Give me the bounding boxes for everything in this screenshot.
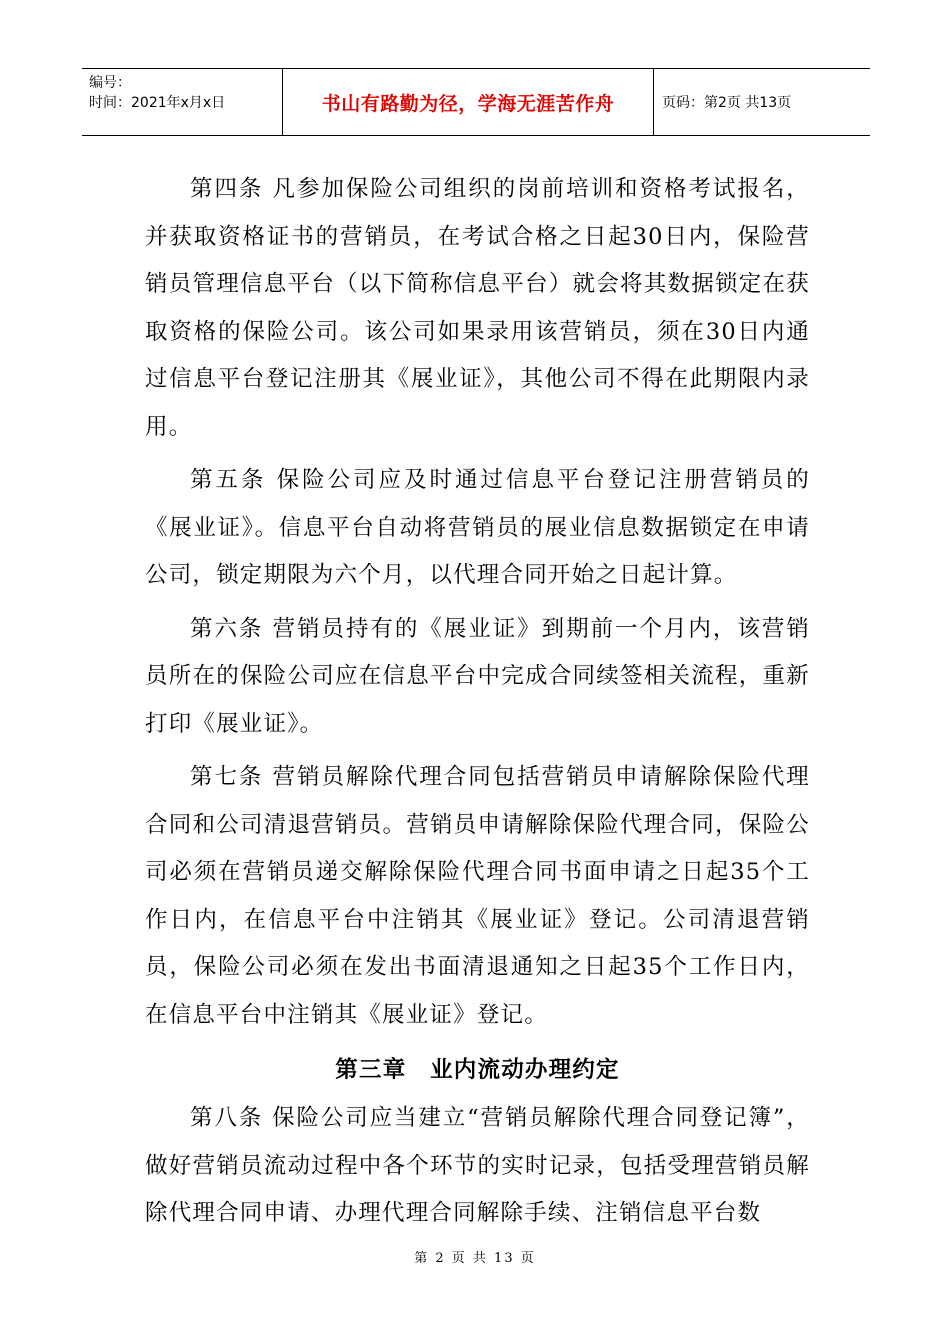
- page-footer: 第 2 页 共 13 页: [414, 1251, 536, 1266]
- article-5: 第五条 保险公司应及时通过信息平台登记注册营销员的《展业证》。信息平台自动将营销员的展业信息数据锁定在申请公司，锁定期限为六个月，以代理合同开始之日起计算。: [145, 467, 810, 588]
- article-7: 第七条 营销员解除代理合同包括营销员申请解除保险代理合同和公司清退营销员。营销员申请解除保险代理合同，保险公司必须在营销员递交解除保险代理合同书面申请之日起35个工作日内，在信息平台中注销其《展业证》登记。公司清退营销员，保险公司必须在发出书面清退通知之日起35个工作日内，在信息平台中注销其《展业证》登记。: [145, 764, 810, 1028]
- header-page-info: 页码：第2页 共13页: [662, 95, 792, 111]
- header-motto-cell: [282, 69, 654, 135]
- header-meta: [82, 69, 282, 135]
- header-page-cell: [654, 69, 870, 135]
- document-body: [145, 166, 810, 1244]
- chapter-3-heading: 第三章 业内流动办理约定: [335, 1057, 620, 1083]
- article-4: 第四条 凡参加保险公司组织的岗前培训和资格考试报名，并获取资格证书的营销员，在考试合格之日起30日内，保险营销员管理信息平台（以下简称信息平台）就会将其数据锁定在获取资格的保险公司。该公司如果录用该营销员，须在30日内通过信息平台登记注册其《展业证》，其他公司不得在此期限内录用。: [145, 176, 810, 440]
- page-header: [82, 68, 870, 136]
- article-8: 第八条 保险公司应当建立“营销员解除代理合同登记簿”，做好营销员流动过程中各个环节的实时记录，包括受理营销员解除代理合同申请、办理代理合同解除手续、注销信息平台数: [145, 1105, 810, 1226]
- article-6: 第六条 营销员持有的《展业证》到期前一个月内，该营销员所在的保险公司应在信息平台中完成合同续签相关流程，重新打印《展业证》。: [145, 615, 810, 737]
- document-number-label: 编号：: [89, 75, 131, 91]
- document-time: 时间：2021年x月x日: [89, 95, 226, 111]
- header-motto: 书山有路勤为径，学海无涯苦作舟: [321, 92, 615, 115]
